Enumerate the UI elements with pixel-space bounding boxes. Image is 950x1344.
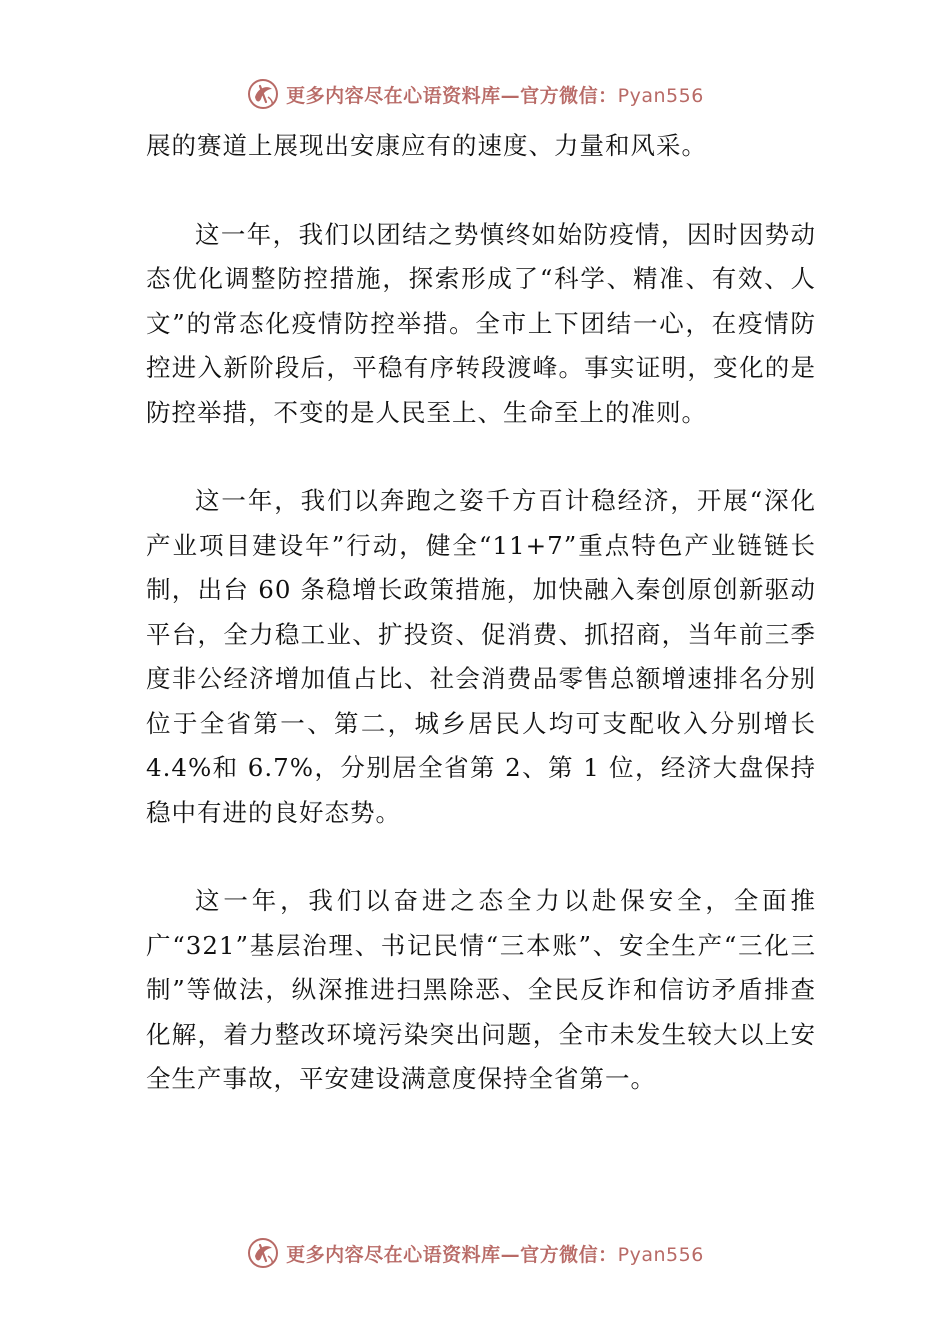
watermark-account: Pyan556 bbox=[617, 1243, 704, 1266]
paragraph-economy: 这一年，我们以奔跑之姿千方百计稳经济，开展“深化产业项目建设年”行动，健全“11+7”重点特色产业链链长制，出台 60 条稳增长政策措施，加快融入秦创原创新驱动平台，全力稳工业、扩投资、促消费、抓招商，当年前三季度非公经济增加值占比、社会消费品零售总额增速排名分别位于全省第一、第二，城乡居民人均可支配收入分别增长 4.4%和 6.7%，分别居全省第 2、第 1 位，经济大盘保持稳中有进的良好态势。 bbox=[146, 486, 816, 827]
watermark-text bbox=[286, 81, 704, 108]
logo-icon bbox=[246, 77, 280, 111]
paragraph-continuation: 展的赛道上展现出安康应有的速度、力量和风采。 bbox=[146, 131, 707, 160]
watermark-prefix: 更多内容尽在心语资料库—官方微信： bbox=[286, 84, 618, 107]
paragraph-epidemic: 这一年，我们以团结之势慎终如始防疫情，因时因势动态优化调整防控措施，探索形成了“科学、精准、有效、人文”的常态化疫情防控举措。全市上下团结一心，在疫情防控进入新阶段后，平稳有序转段渡峰。事实证明，变化的是防控举措，不变的是人民至上、生命至上的准则。 bbox=[146, 219, 816, 427]
footer-watermark bbox=[0, 1233, 950, 1273]
logo-icon bbox=[246, 1236, 280, 1270]
watermark-account: Pyan556 bbox=[617, 84, 704, 107]
watermark-prefix: 更多内容尽在心语资料库—官方微信： bbox=[286, 1243, 618, 1266]
document-body bbox=[146, 124, 816, 1102]
watermark-text bbox=[286, 1240, 704, 1267]
paragraph-safety: 这一年，我们以奋进之态全力以赴保安全，全面推广“321”基层治理、书记民情“三本账”、安全生产“三化三制”等做法，纵深推进扫黑除恶、全民反诈和信访矛盾排查化解，着力整改环境污染突出问题，全市未发生较大以上安全生产事故，平安建设满意度保持全省第一。 bbox=[146, 886, 816, 1093]
header-watermark bbox=[0, 74, 950, 114]
